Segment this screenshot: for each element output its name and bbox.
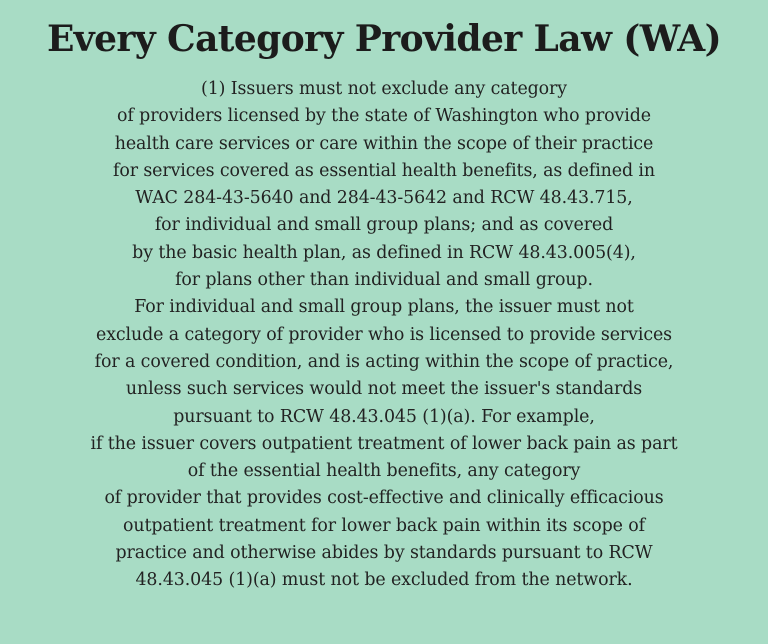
text-line: pursuant to RCW 48.43.045 (1)(a). For example, xyxy=(173,406,595,427)
text-line: 48.43.045 (1)(a) must not be excluded from the network. xyxy=(135,570,633,591)
text-line: for a covered condition, and is acting within the scope of practice, xyxy=(94,351,674,372)
text-line: of providers licensed by the state of Washington who provide xyxy=(117,106,651,127)
text-line: For individual and small group plans, the issuer must not xyxy=(134,297,634,318)
text-line: outpatient treatment for lower back pain within its scope of xyxy=(123,515,645,536)
text-line: exclude a category of provider who is licensed to provide services xyxy=(96,324,672,345)
text-line: (1) Issuers must not exclude any category xyxy=(201,79,567,99)
text-line: for services covered as essential health benefits, as defined in xyxy=(113,160,655,181)
text-line: WAC 284-43-5640 and 284-43-5642 and RCW 48.43.715, xyxy=(135,188,633,209)
text-line: if the issuer covers outpatient treatment of lower back pain as part xyxy=(90,433,678,454)
text-line: for individual and small group plans; and as covered xyxy=(154,215,614,236)
text-line: of provider that provides cost-effective and clinically efficacious xyxy=(104,488,664,509)
page-title: Every Category Provider Law (WA) xyxy=(46,18,722,60)
law-text xyxy=(0,76,768,595)
text-line: health care services or care within the scope of their practice xyxy=(114,133,654,154)
text-line: by the basic health plan, as defined in RCW 48.43.005(4), xyxy=(132,242,636,263)
text-line: of the essential health benefits, any category xyxy=(187,461,581,482)
text-line: for plans other than individual and small group. xyxy=(175,270,593,291)
text-line: unless such services would not meet the issuer's standards xyxy=(125,379,643,400)
text-line: practice and otherwise abides by standards pursuant to RCW xyxy=(115,543,653,564)
